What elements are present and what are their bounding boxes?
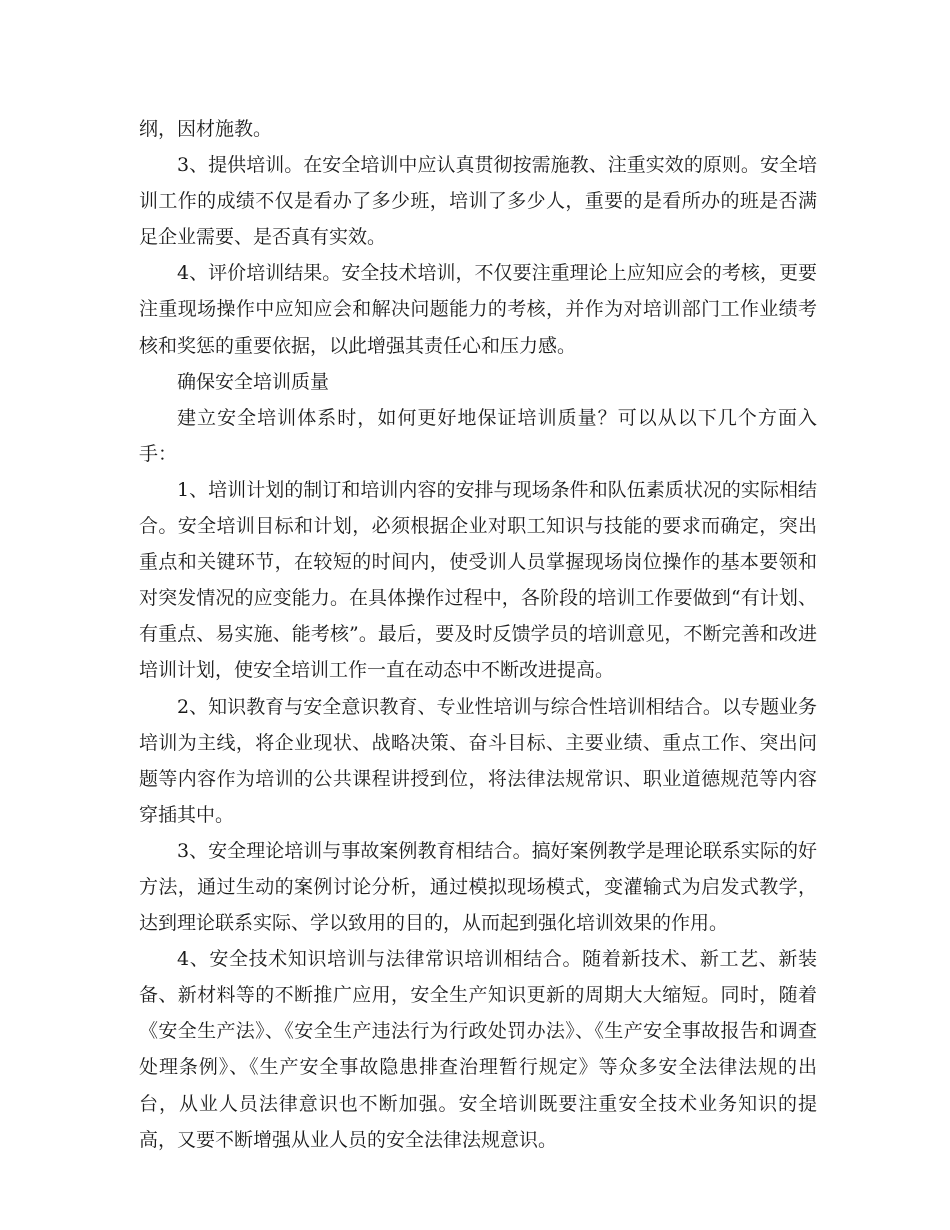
paragraph-point-2: 2、知识教育与安全意识教育、专业性培训与综合性培训相结合。以专题业务培训为主线，将企业现状、战略决策、奋斗目标、主要业绩、重点工作、突出问题等内容作为培训的公共课程讲授到位，将法律法规常识、职业道德规范等内容穿插其中。 [139, 695, 817, 826]
paragraph-point-3: 3、安全理论培训与事故案例教育相结合。搞好案例教学是理论联系实际的好方法，通过生动的案例讨论分析，通过模拟现场模式，变灌输式为启发式教学，达到理论联系实际、学以致用的目的，从而起到强化培训效果的作用。 [139, 839, 817, 935]
paragraph-point-1: 1、培训计划的制订和培训内容的安排与现场条件和队伍素质状况的实际相结合。安全培训目标和计划，必须根据企业对职工知识与技能的要求而确定，突出重点和关键环节，在较短的时间内，使受训人员掌握现场岗位操作的基本要领和对突发情况的应变能力。在具体操作过程中，各阶段的培训工作要做到“有计划、有重点、易实施、能考核”。最后，要及时反馈学员的培训意见，不断完善和改进培训计划，使安全培训工作一直在动态中不断改进提高。 [139, 478, 817, 682]
document-body [139, 111, 817, 1158]
paragraph-evaluate-results: 4、评价培训结果。安全技术培训，不仅要注重理论上应知应会的考核，更要注重现场操作中应知应会和解决问题能力的考核，并作为对培训部门工作业绩考核和奖惩的重要依据，以此增强其责任心和压力感。 [139, 262, 817, 357]
paragraph-continuation: 纲，因材施教。 [139, 118, 273, 140]
section-heading: 确保安全培训质量 [177, 370, 330, 393]
paragraph-point-4: 4、安全技术知识培训与法律常识培训相结合。随着新技术、新工艺、新装备、新材料等的不断推广应用，安全生产知识更新的周期大大缩短。同时，随着《安全生产法》、《安全生产违法行为行政处罚办法》、《生产安全事故报告和调查处理条例》、《生产安全事故隐患排查治理暂行规定》等众多安全法律法规的出台，从业人员法律意识也不断加强。安全培训既要注重安全技术业务知识的提高，又要不断增强从业人员的安全法律法规意识。 [139, 948, 817, 1151]
paragraph-provide-training: 3、提供培训。在安全培训中应认真贯彻按需施教、注重实效的原则。安全培训工作的成绩不仅是看办了多少班，培训了多少人，重要的是看所办的班是否满足企业需要、是否真有实效。 [139, 154, 817, 249]
paragraph-intro-question: 建立安全培训体系时，如何更好地保证培训质量？可以从以下几个方面入手： [139, 406, 817, 465]
